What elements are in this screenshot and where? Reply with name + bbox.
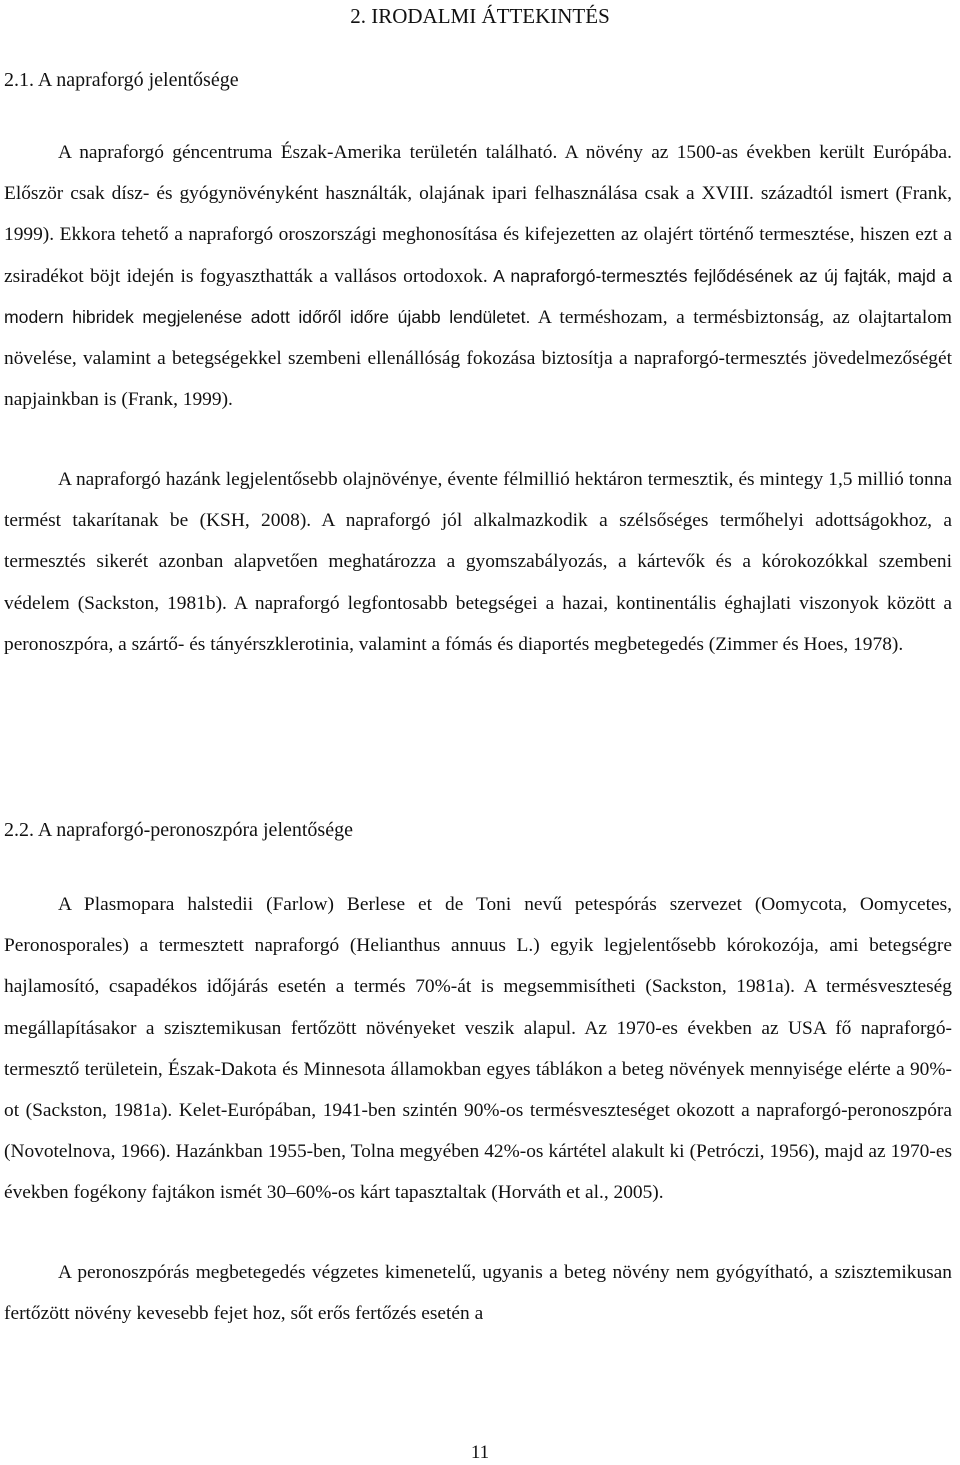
paragraph-sunflower-importance: A napraforgó hazánk legjelentősebb olajnövénye, évente félmillió hektáron termesztik, és mintegy 1,5 millió tonna termést takarítanak be (KSH, 2008). A napraforgó jól alkalmazkodik a szélsőséges termőhelyi adottságokhoz, a termesztés sikerét azonban alapvetően meghatározza a gyomszabályozás, a kártevők és a kórokozókkal szembeni védelem (Sackston, 1981b). A napraforgó legfontosabb betegségei a hazai, kontinentális éghajlati viszonyok között a peronoszpóra, a szártő- és tányérszklerotinia, valamint a fómás és diaportés megbetegedés (Zimmer és Hoes, 1978). [4, 469, 952, 655]
paragraph-sentence-yield: A terméshozam, a termésbiztonság, az olajtartalom növelése, valamint a betegségekkel szembeni ellenállóság fokozása biztosítja a napraforgó-termesztés jövedelmezőségét napjainkban is (Frank, 1999). [4, 306, 952, 411]
paragraph-sunflower-origin [4, 132, 952, 420]
section-title-2-2: 2.2. A napraforgó-peronoszpóra jelentősége [4, 819, 353, 841]
paragraph-sentence-hybrids: A napraforgó-termesztés fejlődésének az új fajták, majd a modern hibridek megjelenése adott időről időre újabb lendületet. [4, 265, 952, 327]
section-title-2-1: 2.1. A napraforgó jelentősége [4, 69, 239, 91]
chapter-title: 2. IRODALMI ÁTTEKINTÉS [350, 4, 610, 28]
paragraph-disease-outcome: A peronoszpórás megbetegedés végzetes kimenetelű, ugyanis a beteg növény nem gyógyítható, a szisztemikusan fertőzött növény kevesebb fejet hoz, sőt erős fertőzés esetén a [4, 1262, 952, 1325]
paragraph-downy-mildew: A Plasmopara halstedii (Farlow) Berlese et de Toni nevű petespórás szervezet (Oomycota, Oomycetes, Peronosporales) a termesztett napraforgó (Helianthus annuus L.) egyik legjelentősebb kórokozója, ami betegségre hajlamosító, csapadékos időjárás esetén a termés 70%-át is megsemmisítheti (Sackston, 1981a). A termésveszteség megállapításakor a szisztemikusan fertőzött növényeket veszik alapul. Az 1970-es években az USA fő napraforgó-termesztő területein, Észak-Dakota és Minnesota államokban egyes táblákon a beteg növények mennyisége elérte a 90%-ot (Sackston, 1981a). Kelet-Európában, 1941-ben szintén 90%-os termésveszteséget okozott a napraforgó-peronoszpóra (Novotelnova, 1966). Hazánkban 1955-ben, Tolna megyében 42%-os kártétel alakult ki (Petróczi, 1956), majd az 1970-es években fogékony fajtákon ismét 30–60%-os kárt tapasztaltak (Horváth et al., 2005). [4, 894, 952, 1204]
page-number: 11 [470, 1442, 490, 1463]
paragraph-sentence-origin: A napraforgó géncentruma Észak-Amerika területén található. A növény az 1500-as években került Európába. Először csak dísz- és gyógynövényként használták, olajának ipari felhasználása csak a XVIII. századtól ismert (Frank, 1999). Ekkora tehető a napraforgó oroszországi meghonosítása és kifejezetten az olajért történő termesztése, hiszen ezt a zsiradékot böjt idején is fogyaszthatták a vallásos ortodoxok. [4, 142, 952, 287]
